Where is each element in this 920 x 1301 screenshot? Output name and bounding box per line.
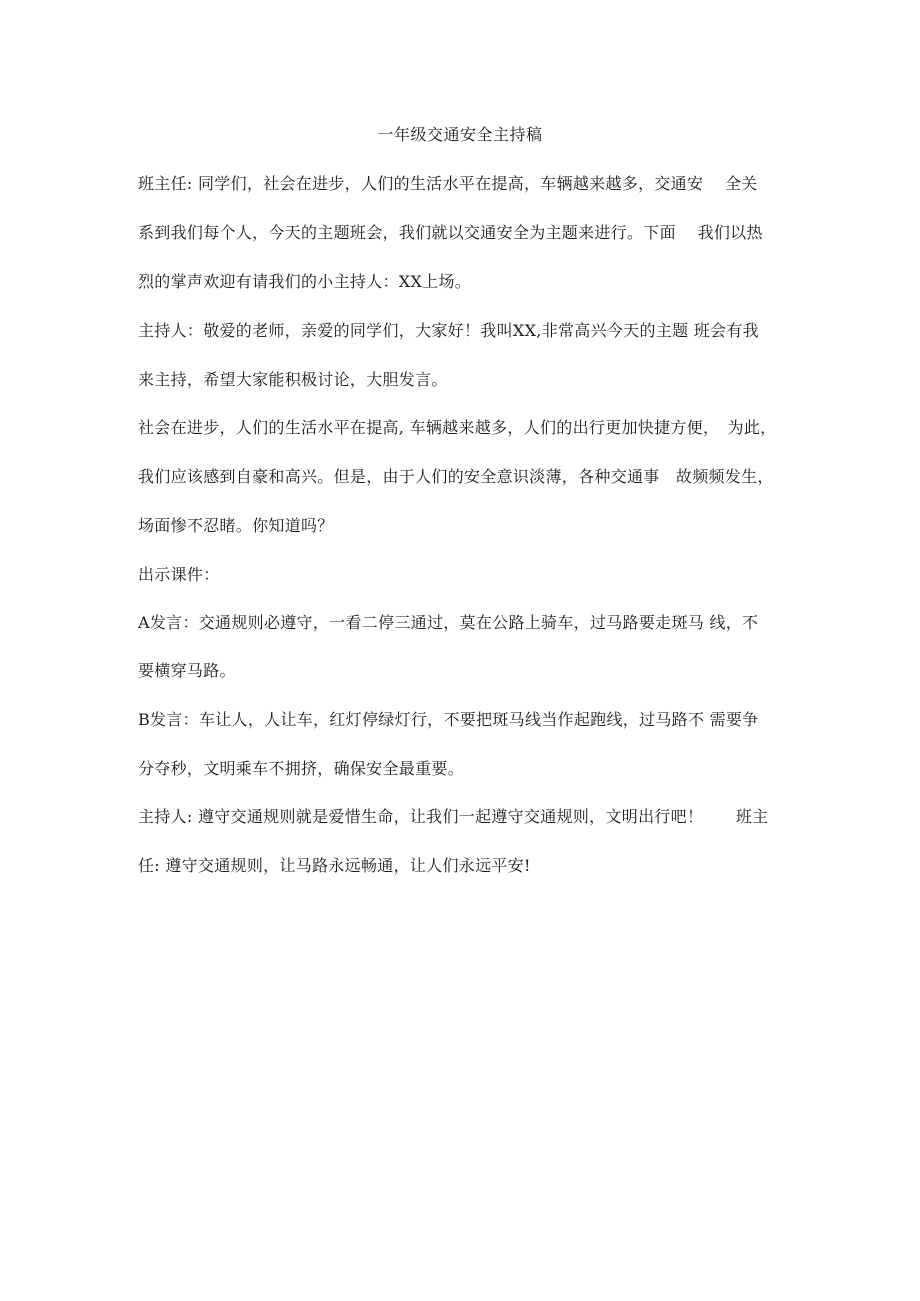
- body-line-15: 任: 遵守交通规则，让马路永远畅通，让人们永远平安!: [138, 856, 531, 875]
- body-line-6: 社会在进步，人们的生活水平在提高, 车辆越来越多，人们的出行更加快捷方便， 为此，: [138, 418, 777, 437]
- body-line-14: 主持人: 遵守交通规则就是爱惜生命，让我们一起遵守交通规则，文明出行吧！ 班主: [138, 807, 769, 826]
- body-line-11: 要横穿马路。: [138, 661, 236, 680]
- body-line-13: 分夺秒，文明乘车不拥挤，确保安全最重要。: [138, 759, 465, 778]
- body-line-10: A发言：交通规则必遵守，一看二停三通过，莫在公路上骑车，过马路要走斑马 线，不: [138, 613, 759, 632]
- body-line-12: B发言：车让人，人让车，红灯停绿灯行，不要把斑马线当作起跑线，过马路不 需要争: [138, 710, 759, 729]
- body-line-7: 我们应该感到自豪和高兴。但是，由于人们的安全意识淡薄，各种交通事 故频频发生，: [138, 467, 774, 486]
- body-line-4: 主持人：敬爱的老师，亲爱的同学们，大家好！我叫XX,非常高兴今天的主题 班会有我: [138, 321, 759, 340]
- body-line-1: 班主任: 同学们，社会在进步，人们的生活水平在提高，车辆越来越多，交通安 全关: [138, 174, 758, 193]
- body-line-9: 出示课件：: [138, 565, 220, 584]
- body-line-2: 系到我们每个人，今天的主题班会，我们就以交通安全为主题来进行。下面 我们以热: [138, 223, 763, 242]
- body-line-5: 来主持，希望大家能积极讨论，大胆发言。: [138, 370, 448, 389]
- body-line-8: 场面惨不忍睹。你知道吗？: [138, 516, 334, 535]
- document-title: 一年级交通安全主持稿: [377, 125, 543, 144]
- body-line-3: 烈的掌声欢迎有请我们的小主持人：XX上场。: [138, 272, 472, 291]
